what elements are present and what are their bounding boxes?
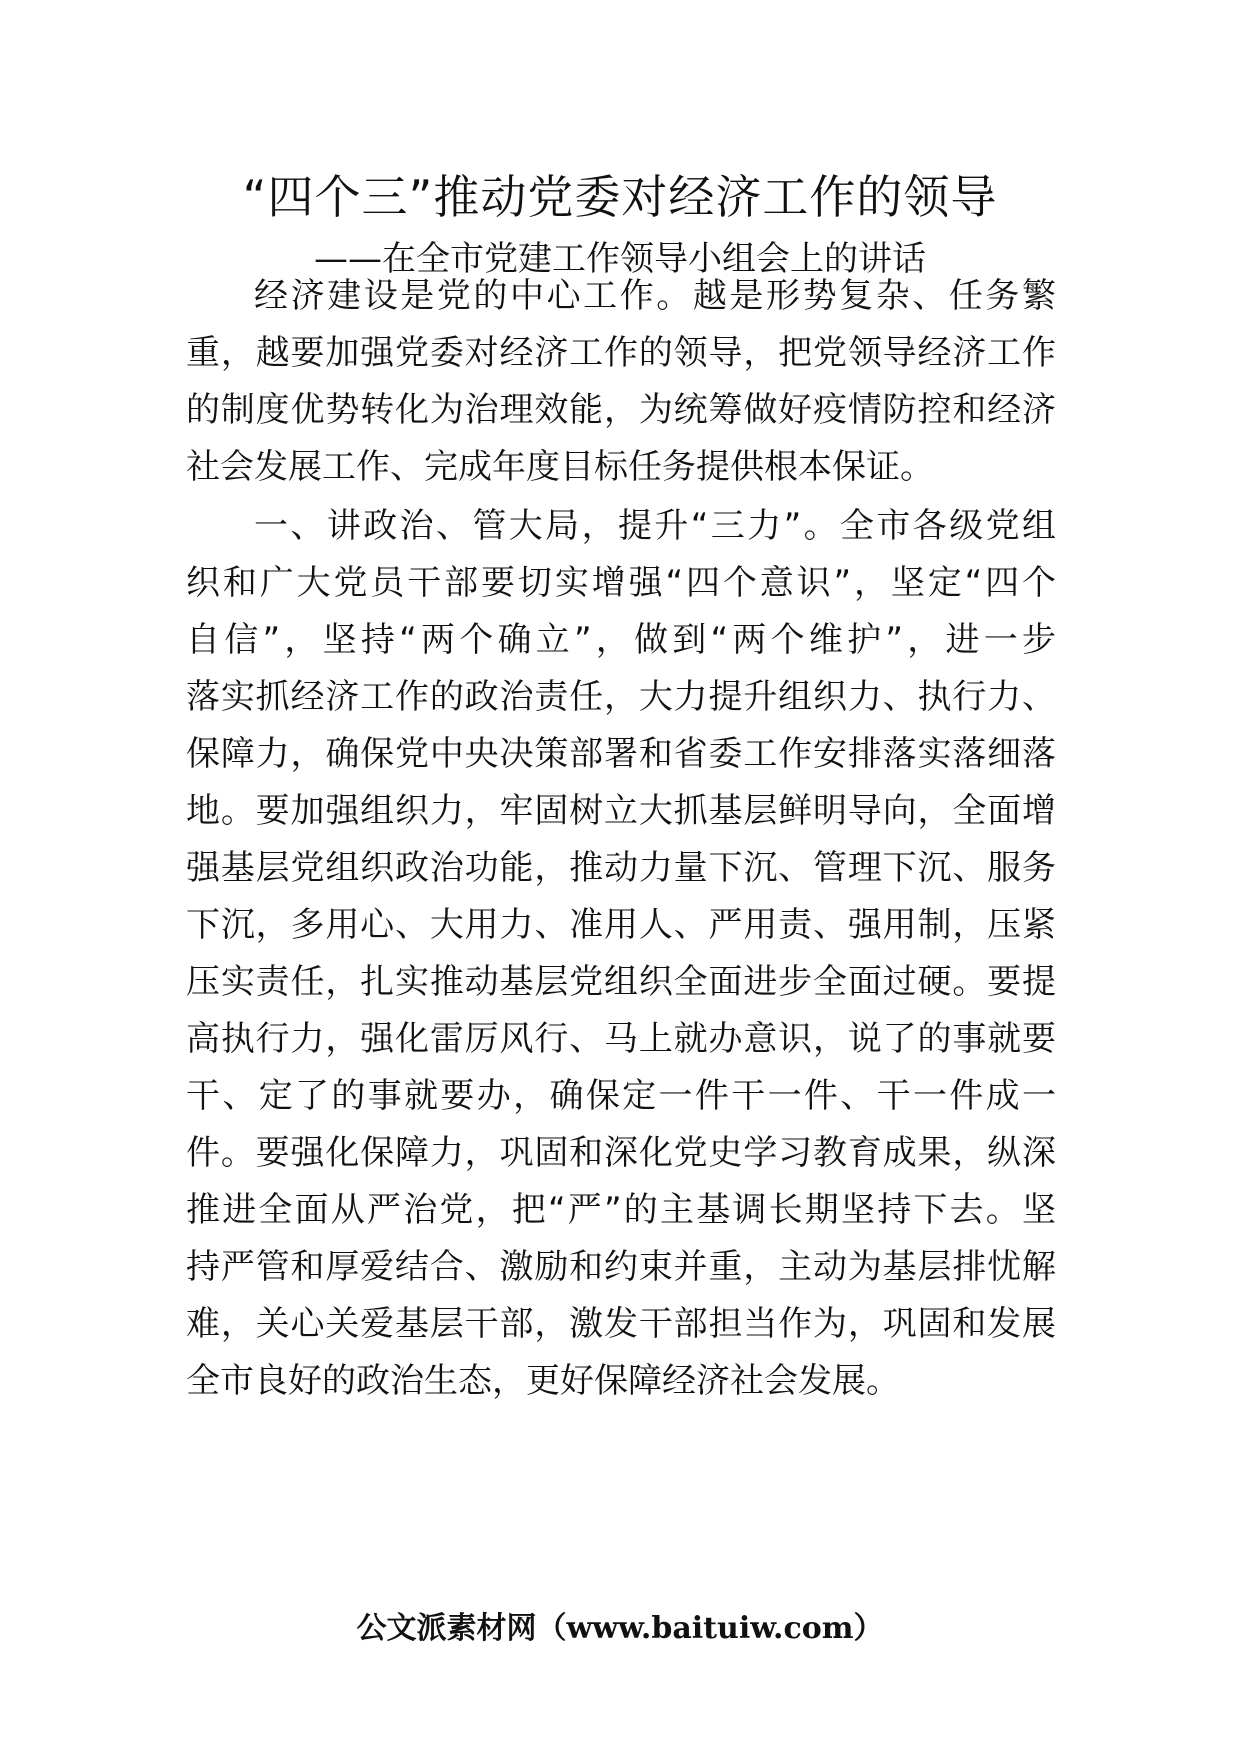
paragraph-2-line: 保障力，确保党中央决策部署和省委工作安排落实落细落	[186, 734, 1056, 774]
paragraph-2-line: 落实抓经济工作的政治责任，大力提升组织力、执行力、	[186, 677, 1056, 717]
paragraph-2-line: 件。要强化保障力，巩固和深化党史学习教育成果，纵深	[186, 1133, 1056, 1173]
paragraph-2-line: 全市良好的政治生态，更好保障经济社会发展。	[186, 1361, 900, 1401]
paragraph-2-line: 织和广大党员干部要切实增强“四个意识”，坚定“四个	[186, 563, 1056, 603]
footer-source: 公文派素材网（www.baituiw.com）	[356, 1611, 884, 1646]
document-title: “四个三”推动党委对经济工作的领导	[242, 170, 998, 224]
paragraph-2-line: 地。要加强组织力，牢固树立大抓基层鲜明导向，全面增	[186, 791, 1056, 831]
paragraph-2-line: 一、讲政治、管大局，提升“三力”。全市各级党组	[254, 506, 1056, 546]
paragraph-2-line: 高执行力，强化雷厉风行、马上就办意识，说了的事就要	[186, 1019, 1056, 1059]
paragraph-2-line: 难，关心关爱基层干部，激发干部担当作为，巩固和发展	[186, 1304, 1056, 1344]
document-subtitle: ——在全市党建工作领导小组会上的讲话	[314, 239, 926, 279]
paragraph-1-line: 的制度优势转化为治理效能，为统筹做好疫情防控和经济	[186, 390, 1056, 430]
paragraph-1-line: 社会发展工作、完成年度目标任务提供根本保证。	[186, 447, 934, 487]
paragraph-2-line: 压实责任，扎实推动基层党组织全面进步全面过硬。要提	[186, 962, 1056, 1002]
paragraph-2-line: 推进全面从严治党，把“严”的主基调长期坚持下去。坚	[186, 1190, 1056, 1230]
paragraph-1-line: 经济建设是党的中心工作。越是形势复杂、任务繁	[254, 276, 1056, 316]
paragraph-2-line: 强基层党组织政治功能，推动力量下沉、管理下沉、服务	[186, 848, 1056, 888]
paragraph-2-line: 下沉，多用心、大用力、准用人、严用责、强用制，压紧	[186, 905, 1056, 945]
paragraph-2-line: 干、定了的事就要办，确保定一件干一件、干一件成一	[186, 1076, 1056, 1116]
paragraph-1-line: 重，越要加强党委对经济工作的领导，把党领导经济工作	[186, 333, 1056, 373]
paragraph-2-line: 持严管和厚爱结合、激励和约束并重，主动为基层排忧解	[186, 1247, 1056, 1287]
paragraph-2-line: 自信”，坚持“两个确立”，做到“两个维护”，进一步	[186, 620, 1056, 660]
